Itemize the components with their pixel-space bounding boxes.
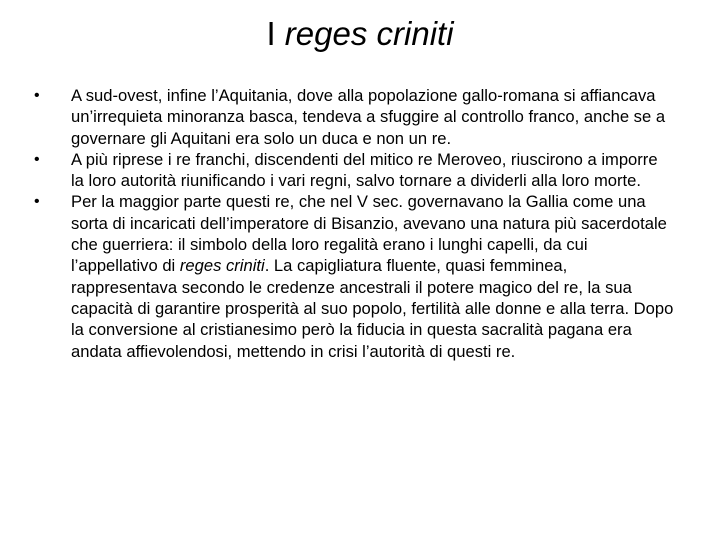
bullet-text-2: A più riprese i re franchi, discendenti del mitico re Meroveo, riuscirono a imporre la loro autorità riunificando i vari regni, salvo tornare a dividerli alla loro morte. — [71, 149, 658, 191]
title-prefix: I — [266, 15, 285, 52]
bullet-list — [34, 85, 674, 362]
bullet-icon: • — [34, 150, 40, 168]
bullet-text-1: A sud-ovest, infine l’Aquitania, dove alla popolazione gallo-romana si affiancava un’irrequieta minoranza basca, tendeva a sfuggire al controllo franco, anche se a governare gli Aquitani era solo un duca e non un re. — [71, 86, 666, 148]
slide-title — [0, 12, 720, 56]
title-italic: reges criniti — [284, 15, 454, 52]
bullet-item-2 — [34, 149, 674, 192]
bullet-item-1 — [34, 85, 674, 149]
bullet-text-3-after: . La capigliatura fluente, quasi femminea, rappresentava secondo le credenze ancestrali il potere magico del re, la sua capacità di garantire prosperità al suo popolo, fertilità alle donne e alla terra. Dopo la conversione al cristianesimo però la fiducia in questa sacralità pagana era andata affievolendosi, mettendo in crisi l’autorità di questi re. — [71, 256, 674, 361]
bullet-icon: • — [34, 87, 40, 104]
bullet-icon: • — [34, 193, 40, 211]
bullet-item-3 — [34, 191, 674, 361]
bullet-text-3-before: Per la maggior parte questi re, che nel V sec. governavano la Gallia come una sorta di incaricati dell’imperatore di Bisanzio, avevano una natura più sacerdotale che guerriera: il simbolo della loro regalità erano i lunghi capelli, da cui l’appellativo di — [71, 192, 667, 276]
bullet-text-3-italic: reges criniti — [179, 256, 265, 276]
bullet-text-3 — [71, 192, 673, 360]
